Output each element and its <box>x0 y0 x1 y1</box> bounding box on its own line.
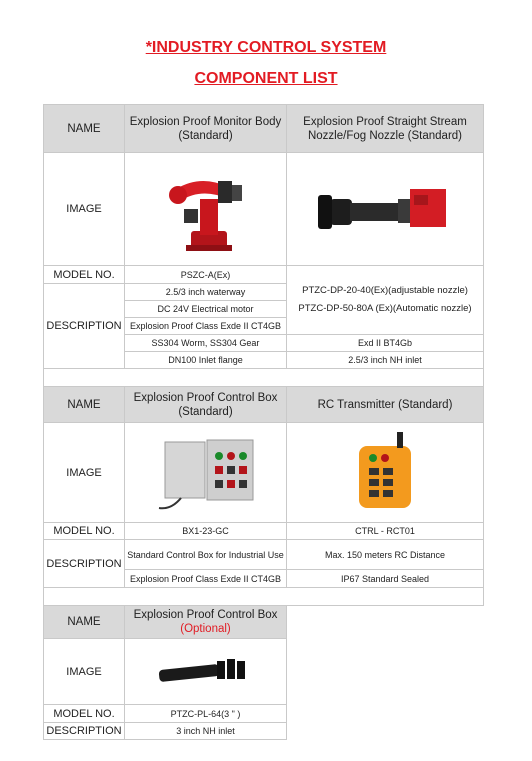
inlet-pipe-icon <box>151 647 261 697</box>
description-label: DESCRIPTION <box>44 284 125 369</box>
section-spacer <box>44 588 484 606</box>
image-label: IMAGE <box>44 423 125 523</box>
component-table <box>43 104 484 740</box>
image-label: IMAGE <box>44 639 125 705</box>
product-name <box>125 606 287 639</box>
description-value: 3 inch NH inlet <box>125 723 287 740</box>
model-label: MODEL NO. <box>44 523 125 540</box>
description-value: DC 24V Electrical motor <box>125 301 287 318</box>
title-line-1: *INDUSTRY CONTROL SYSTEM <box>145 39 387 56</box>
description-value: Explosion Proof Class Exde II CT4GB <box>125 570 287 588</box>
description-value: Explosion Proof Class Exde II CT4GB <box>125 318 287 335</box>
description-value: Exd II BT4Gb <box>287 335 484 352</box>
name-label: NAME <box>44 387 125 423</box>
description-value: DN100 Inlet flange <box>125 352 287 369</box>
product-name: Explosion Proof Straight Stream Nozzle/Fog Nozzle (Standard) <box>287 105 484 153</box>
model-value: BX1-23-GC <box>125 523 287 540</box>
product-name-text: Explosion Proof Control Box <box>133 609 278 621</box>
description-value: Max. 150 meters RC Distance <box>287 540 484 570</box>
product-name: RC Transmitter (Standard) <box>287 387 484 423</box>
description-value: 2.5/3 inch NH inlet <box>287 352 484 369</box>
nozzle-model-description <box>287 266 484 335</box>
product-name: Explosion Proof Monitor Body (Standard) <box>125 105 287 153</box>
optional-note: (Optional) <box>180 623 231 635</box>
nozzle-model-line: PTZC-DP-50-80A (Ex)(Automatic nozzle) <box>298 303 472 314</box>
empty-area <box>287 606 484 740</box>
description-value: 2.5/3 inch waterway <box>125 284 287 301</box>
monitor-body-icon <box>156 159 256 259</box>
rc-transmitter-image <box>287 423 484 523</box>
control-box-image <box>125 423 287 523</box>
image-label: IMAGE <box>44 153 125 266</box>
model-value: PSZC-A(Ex) <box>125 266 287 284</box>
name-label: NAME <box>44 105 125 153</box>
description-value: SS304 Worm, SS304 Gear <box>125 335 287 352</box>
description-value: Standard Control Box for Industrial Use <box>125 540 287 570</box>
control-box-icon <box>151 428 261 518</box>
name-label: NAME <box>44 606 125 639</box>
product-name: Explosion Proof Control Box (Standard) <box>125 387 287 423</box>
nozzle-icon <box>310 169 460 249</box>
section-spacer <box>44 369 484 387</box>
model-value: CTRL - RCT01 <box>287 523 484 540</box>
description-label: DESCRIPTION <box>44 723 125 740</box>
title-line-2: COMPONENT LIST <box>194 70 338 87</box>
description-value: IP67 Standard Sealed <box>287 570 484 588</box>
nozzle-model-line: PTZC-DP-20-40(Ex)(adjustable nozzle) <box>302 285 468 296</box>
monitor-body-image <box>125 153 287 266</box>
rc-transmitter-icon <box>345 428 425 518</box>
model-value: PTZC-PL-64(3 " ) <box>125 705 287 723</box>
description-label: DESCRIPTION <box>44 540 125 588</box>
model-label: MODEL NO. <box>44 705 125 723</box>
model-label: MODEL NO. <box>44 266 125 284</box>
nozzle-image <box>287 153 484 266</box>
inlet-pipe-image <box>125 639 287 705</box>
